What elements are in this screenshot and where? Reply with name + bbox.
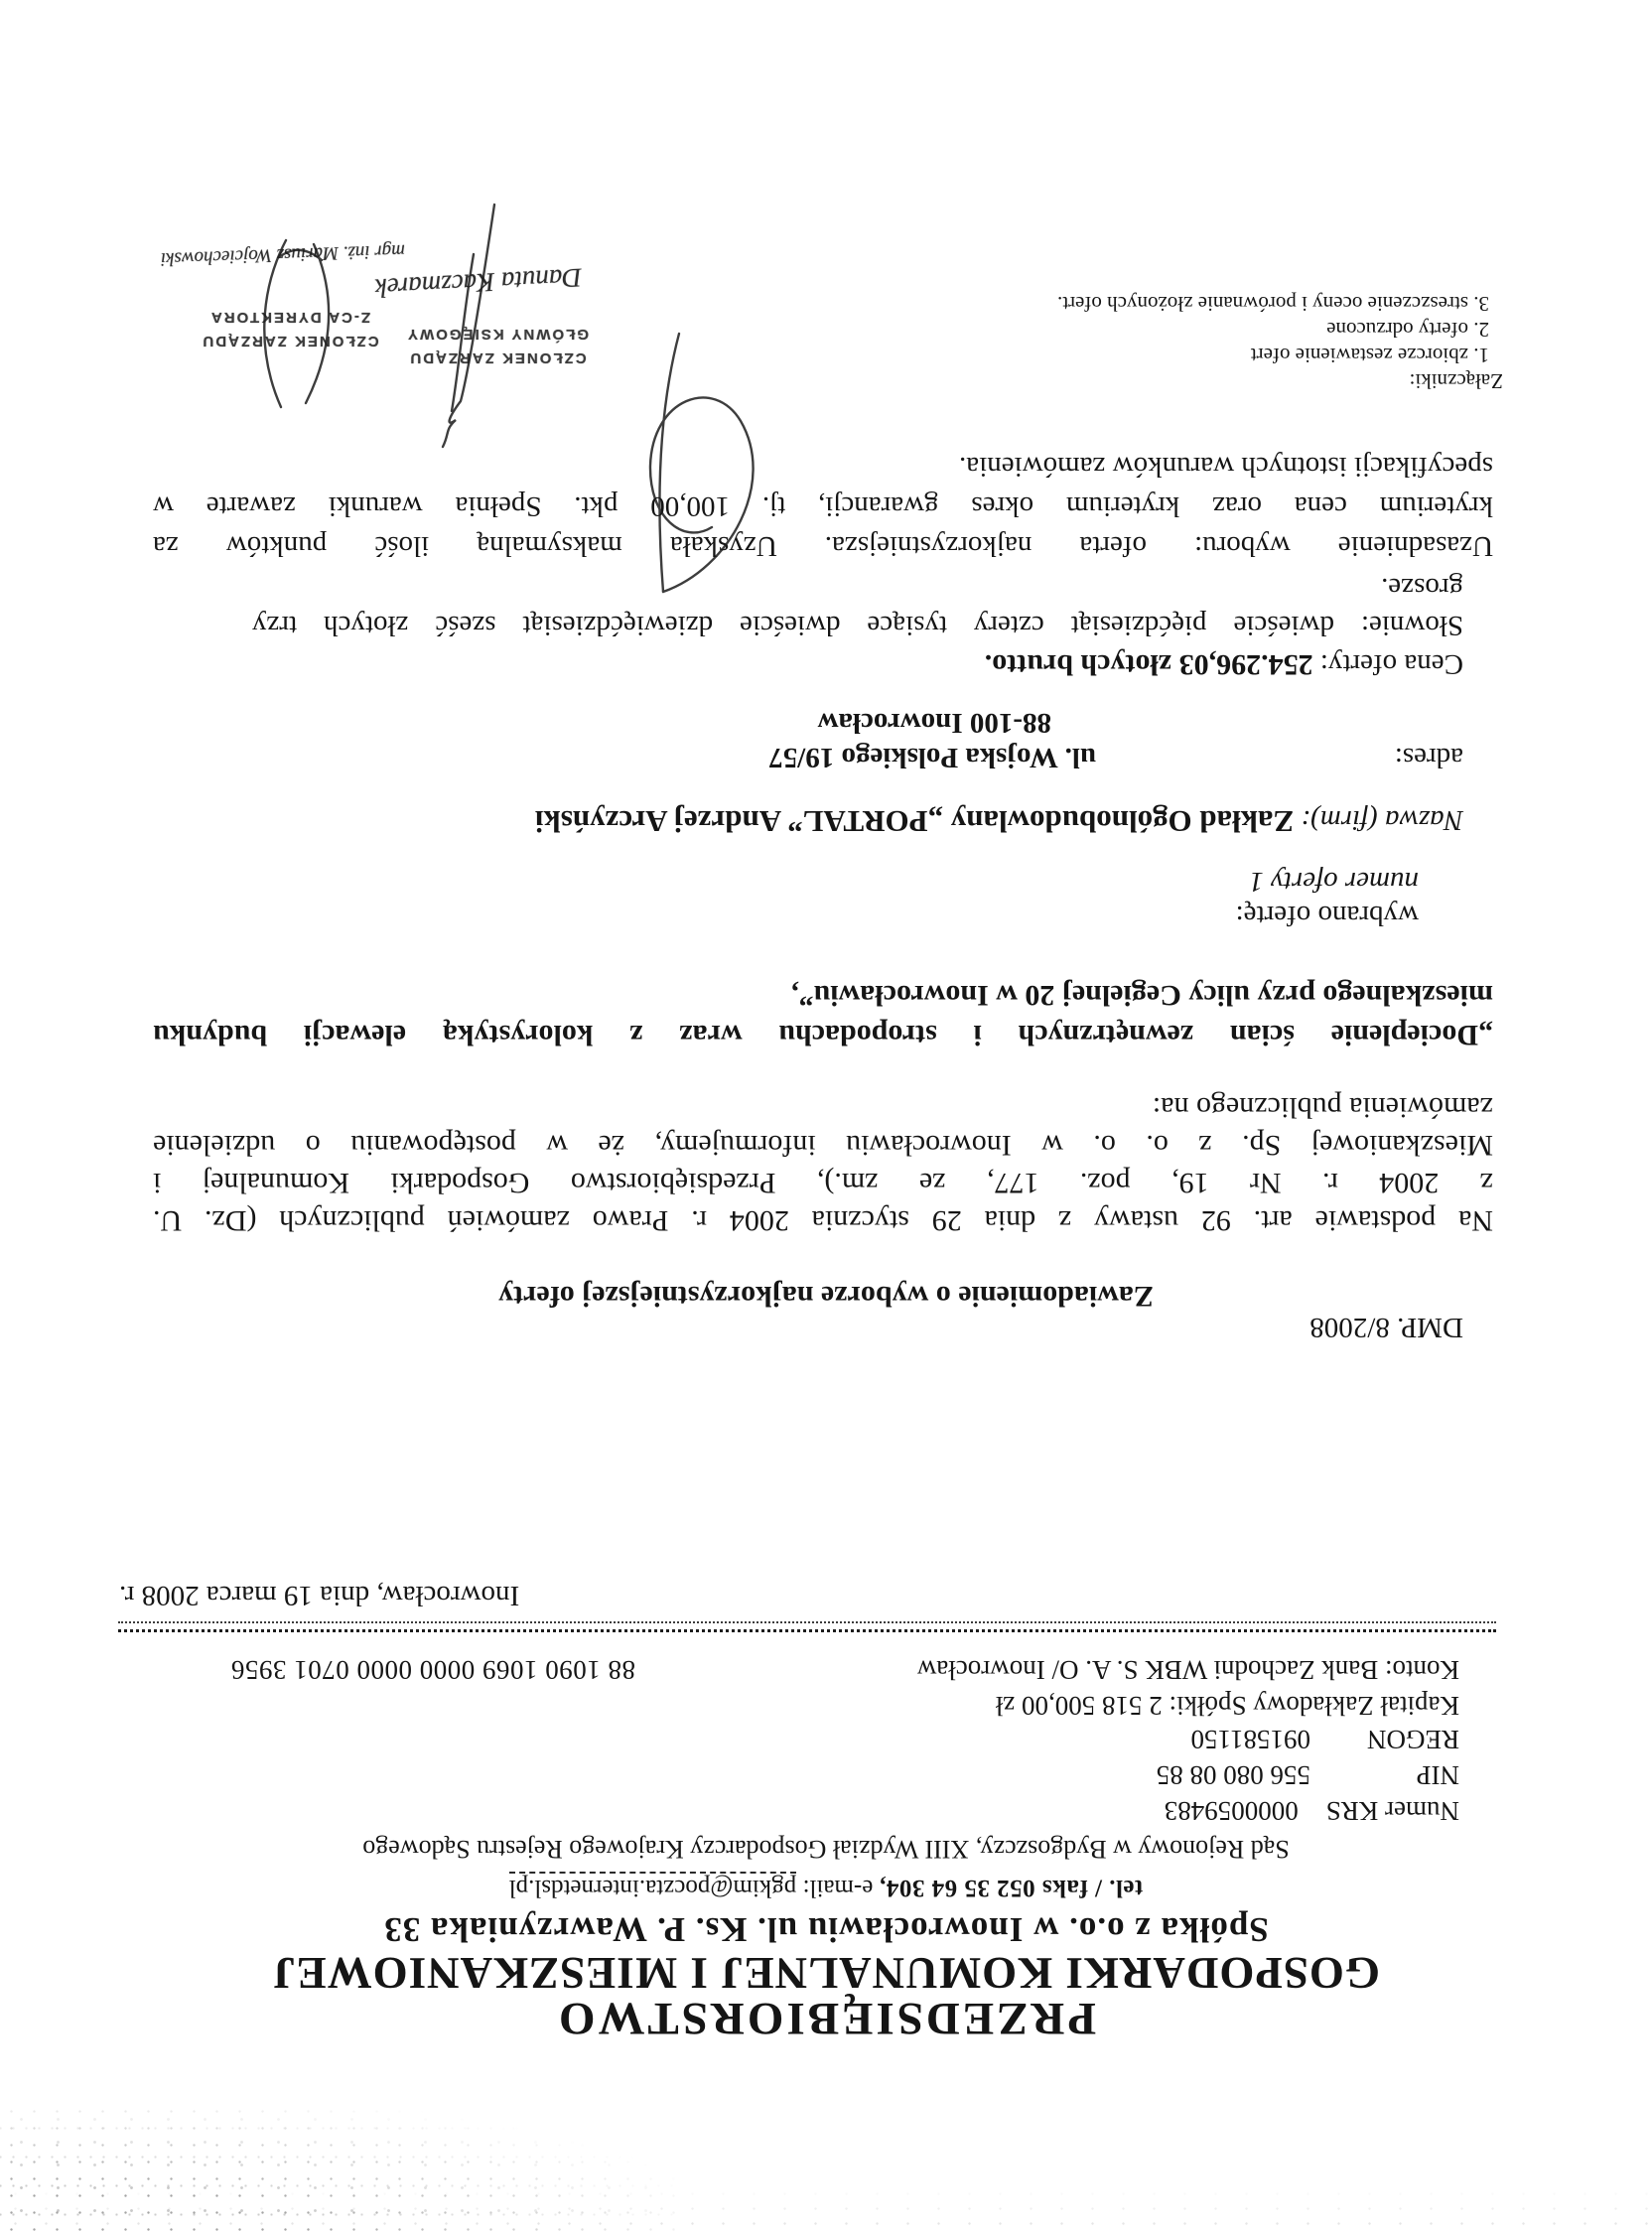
- contact-line: [0, 1875, 1652, 1901]
- attachment-item: 1. zbiorcze zestawienie ofert: [1250, 344, 1489, 367]
- contractor-name-value: Zakład Ogólnobudowlany „PORTAL” Andrzej Arczyński: [534, 804, 1295, 839]
- letterhead-separator: [118, 1621, 1496, 1632]
- share-capital-line: Kapitał Zakładowy Spółki: 2 518 500,00 zł: [995, 1691, 1459, 1721]
- email-label: e-mail:: [796, 1875, 880, 1901]
- contractor-name-label: Nazwa (firm):: [1301, 804, 1463, 836]
- stamp-line: GŁÓWNY KSIĘGOWY: [406, 326, 589, 343]
- handwritten-signature-name: mgr inż. Mariusz Wojciechowski: [160, 239, 406, 270]
- nip-line: [1157, 1760, 1459, 1789]
- contractor-name-line: [535, 804, 1463, 838]
- regon-value: 091581150: [1190, 1725, 1310, 1754]
- attachment-item: 3. streszczenie oceny i porównanie złożonych ofert.: [1057, 292, 1489, 316]
- justification-line: specyfikacji istotnych warunków zamówienia.: [959, 451, 1493, 483]
- justification-line: kryterium cena oraz kryterium okres gwarancji, tj. 100,00 pkt. Spełnia warunki zawarte w: [153, 490, 1493, 522]
- price-in-words: [252, 569, 1463, 644]
- regon-label: REGON: [1367, 1725, 1459, 1754]
- address-street: ul. Wojska Polskiego 19/57: [768, 742, 1096, 773]
- address-city: 88-100 Inowrocław: [817, 707, 1051, 739]
- stamp-line: CZŁONEK ZARZĄDU: [201, 333, 379, 349]
- intro-line: Mieszkaniowej Sp. z o. o. w Inowrocławiu informujemy, że w postępowaniu o udzielenie: [153, 1129, 1493, 1162]
- offer-price-line: [985, 648, 1463, 680]
- bank-account-label: Konto: Bank Zachodni WBK S. A. O/ Inowrocław: [916, 1655, 1459, 1685]
- intro-line: z 2004 r. Nr 19, poz. 177, ze zm.), Przedsiębiorstwo Gospodarki Komunalnej i: [153, 1167, 1493, 1199]
- address-label: adres:: [1394, 742, 1463, 773]
- document-title: Zawiadomienie o wyborze najkorzystniejszej oferty: [498, 1280, 1154, 1313]
- intro-line: Na podstawie art. 92 ustawy z dnia 29 stycznia 2004 r. Prawo zamówień publicznych (Dz. U.: [153, 1204, 1493, 1237]
- subject-line: „Docieplenie ścian zewnętrznych i stropodachu wraz z kolorystyką elewacji budynku: [153, 1019, 1493, 1051]
- court-registry-line: Sąd Rejonowy w Bydgoszczy, XIII Wydział Gospodarczy Krajowego Rejestru Sądowego: [362, 1835, 1290, 1864]
- intro-paragraph: [153, 1088, 1493, 1239]
- justification-paragraph: [153, 447, 1493, 566]
- attachments-list: [1057, 291, 1503, 394]
- nip-value: 556 080 08 85: [1156, 1760, 1310, 1790]
- contractor-address-line: [768, 742, 1463, 773]
- email-address: pgkim@poczta.internetdsl.pl: [509, 1872, 797, 1901]
- reference-number: DMP. 8/2008: [1309, 1312, 1463, 1343]
- handwritten-signature-name: Danuta Kaczmarek: [374, 262, 583, 304]
- chosen-offer-label: wybrano ofertę:: [1235, 900, 1419, 931]
- attachments-label: Załączniki:: [1409, 369, 1503, 393]
- attachment-item: 2. oferty odrzucone: [1326, 318, 1489, 342]
- price-value: 254.296,03 złotych brutto.: [984, 648, 1313, 681]
- krs-line: [1165, 1796, 1459, 1825]
- regon-line: [1191, 1725, 1460, 1753]
- offer-number: numer oferty 1: [1249, 866, 1419, 898]
- subject-line: mieszkalnego przy ulicy Cegielnej 20 w Inowrocławiu”,: [791, 979, 1493, 1012]
- contract-subject: [153, 975, 1493, 1054]
- price-words-line: grosze.: [1381, 572, 1463, 604]
- nip-label: NIP: [1416, 1760, 1459, 1790]
- bank-account-line: [230, 1655, 1459, 1685]
- company-address-line: Spółka z o.o. w Inowrocławiu ul. Ks. P. Wawrzyniaka 33: [383, 1910, 1269, 1949]
- price-label: Cena oferty:: [1312, 648, 1463, 680]
- krs-value: 0000059483: [1164, 1796, 1299, 1826]
- scan-noise-corner: [0, 2103, 675, 2232]
- place-and-date: Inowrocław, dnia 19 marca 2008 r.: [119, 1580, 520, 1611]
- justification-line: Uzasadnienie wyboru: oferta najkorzystniejsza. Uzyskała maksymalną ilość punktów za: [153, 530, 1493, 562]
- krs-label: Numer KRS: [1325, 1796, 1459, 1826]
- company-name-line1: PRZEDSIĘBIORSTWO: [555, 1993, 1097, 2044]
- stamp-line: CZŁONEK ZARZĄDU: [408, 349, 587, 366]
- price-words-line: Słownie: dwieście pięćdziesiąt cztery tysiące dwieście dziewięćdziesiąt sześć złotych trzy: [252, 610, 1463, 641]
- phone-number: tel. / faks 052 35 64 304,: [879, 1875, 1144, 1901]
- stamp-deputy-director: [177, 305, 403, 352]
- bank-account-number: 88 1090 1069 0000 0000 0701 3956: [230, 1655, 635, 1685]
- stamp-chief-accountant: [393, 322, 602, 369]
- intro-line: zamówienia publicznego na:: [1152, 1091, 1493, 1124]
- stamp-line: Z-CA DYREKTORA: [208, 309, 371, 326]
- company-name-line2: GOSPODARKI KOMUNALNEJ I MIESZKANIOWEJ: [272, 1948, 1380, 1998]
